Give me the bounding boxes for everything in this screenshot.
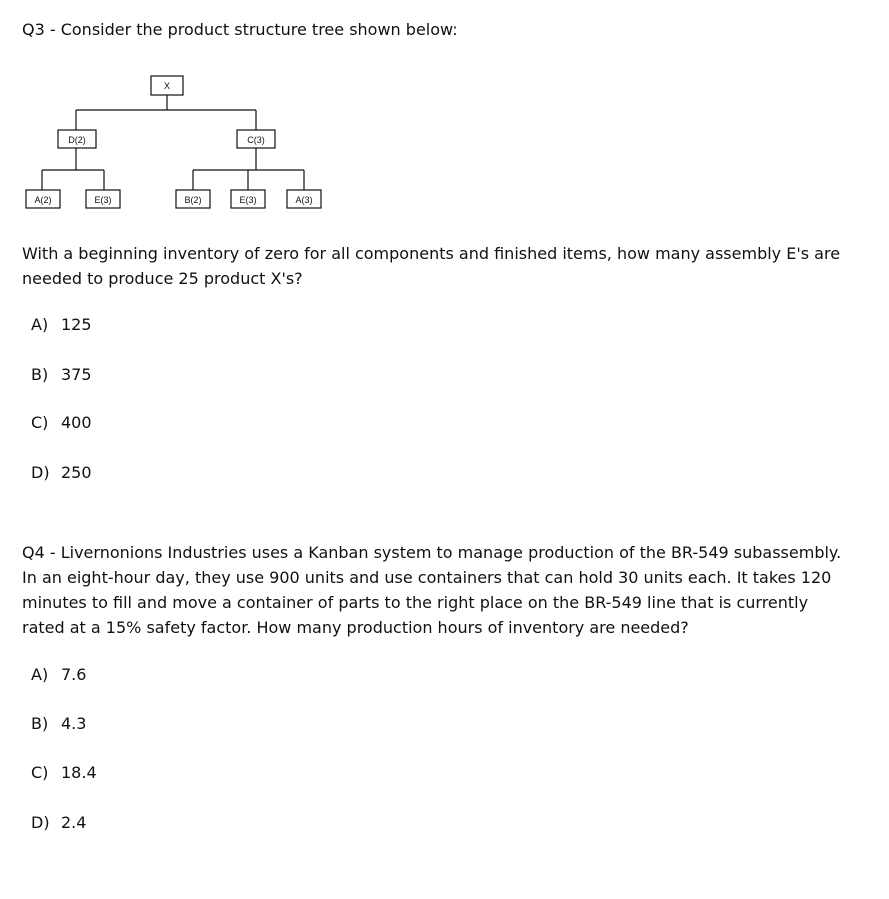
- q4-option-d: [31, 813, 86, 832]
- option-text: 125: [61, 315, 92, 334]
- q4-question: Q4 - Livernonions Industries uses a Kanban system to manage production of the BR-549 subassembly. In an eight-hour day, they use 900 units and use containers that can hold 30 units each. It takes 120 minutes to fill and move a container of parts to the right place on the BR-549 line that is currently rated at a 15% safety factor. How many production hours of inventory are needed?: [22, 543, 842, 637]
- tree-label-d-a: A(2): [34, 195, 52, 205]
- q4-option-c: [31, 763, 97, 782]
- q3-option-c: [31, 413, 92, 432]
- tree-label-x: X: [163, 81, 171, 91]
- tree-label-d-e: E(3): [94, 195, 112, 205]
- option-letter: C): [31, 763, 49, 782]
- option-letter: D): [31, 463, 50, 482]
- q3-option-b: [31, 365, 92, 384]
- q3-question: With a beginning inventory of zero for all components and finished items, how many assembly E's are needed to produce 25 product X's?: [22, 244, 841, 288]
- option-letter: A): [31, 665, 49, 684]
- option-letter: B): [31, 365, 49, 384]
- option-letter: A): [31, 315, 49, 334]
- q3-option-d: [31, 463, 92, 482]
- option-text: 4.3: [61, 714, 87, 733]
- q4-option-a: [31, 665, 86, 684]
- tree-label-d: D(2): [68, 135, 86, 145]
- q4-option-b: [31, 714, 86, 733]
- product-structure-tree: [0, 0, 889, 230]
- option-text: 375: [61, 365, 92, 384]
- q3-title: Q3 - Consider the product structure tree shown below:: [22, 20, 458, 39]
- option-letter: C): [31, 413, 49, 432]
- option-text: 18.4: [61, 763, 97, 782]
- option-letter: D): [31, 813, 50, 832]
- tree-label-c-b: B(2): [184, 195, 202, 205]
- option-text: 7.6: [61, 665, 87, 684]
- tree-label-c: C(3): [247, 135, 265, 145]
- option-text: 250: [61, 463, 92, 482]
- tree-label-c-a: A(3): [295, 195, 313, 205]
- option-text: 2.4: [61, 813, 87, 832]
- option-letter: B): [31, 714, 49, 733]
- option-text: 400: [61, 413, 92, 432]
- tree-label-c-e: E(3): [239, 195, 257, 205]
- q3-option-a: [31, 315, 92, 334]
